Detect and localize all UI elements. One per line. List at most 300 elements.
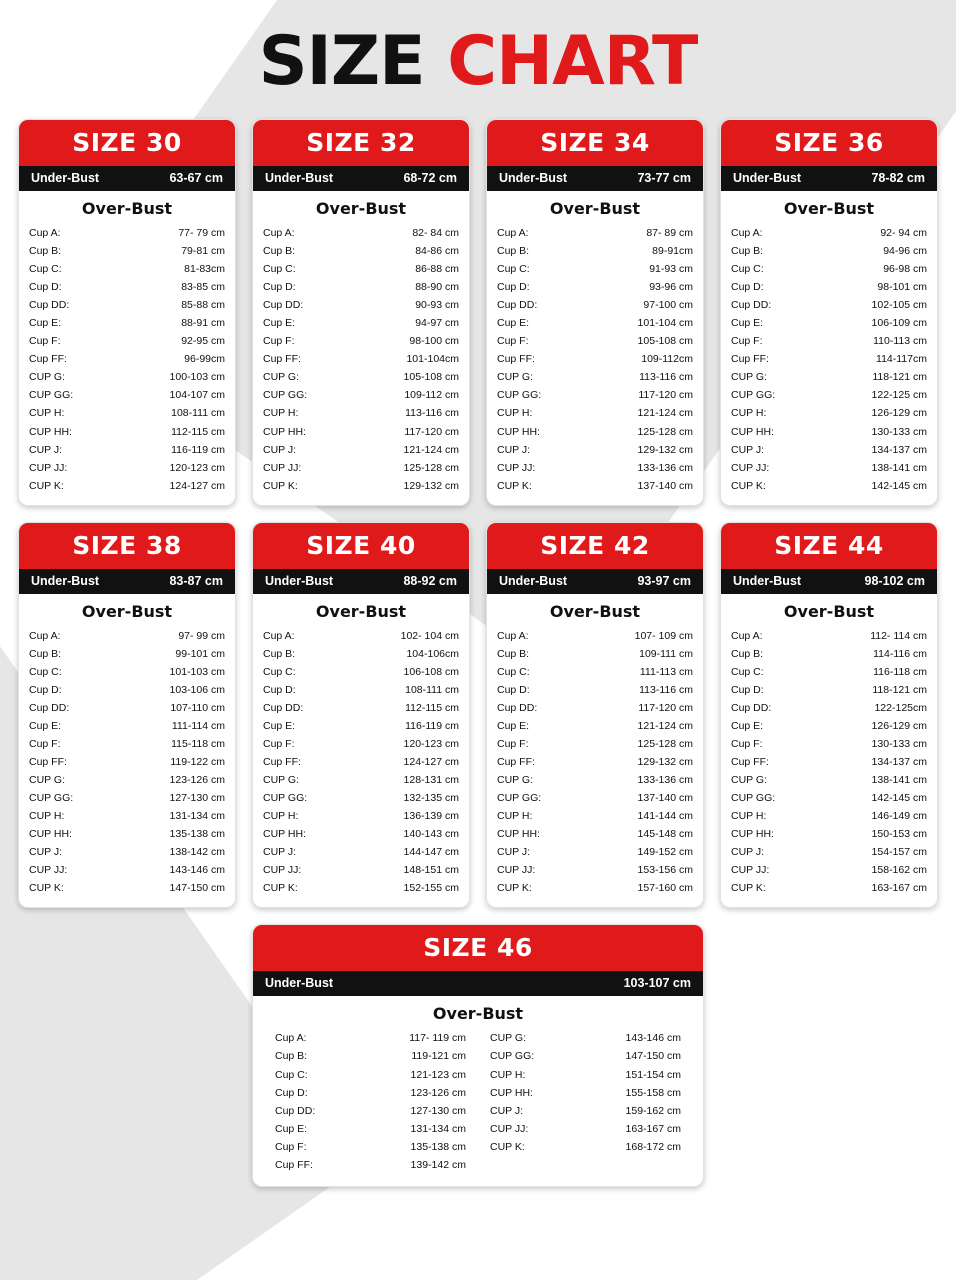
cup-size-row xyxy=(263,807,459,825)
cup-measurement: 93-96 cm xyxy=(649,281,693,294)
cup-label: Cup DD: xyxy=(497,299,538,312)
cup-measurement: 121-124 cm xyxy=(637,719,693,732)
cup-label: Cup A: xyxy=(497,227,529,239)
cup-size-row xyxy=(29,368,225,386)
under-bust-value: 98-102 cm xyxy=(864,573,925,588)
cup-measurement: 104-106cm xyxy=(406,647,459,660)
size-card xyxy=(18,119,236,506)
cup-size-row xyxy=(497,663,693,681)
cup-label: Cup D: xyxy=(497,683,530,696)
cup-size-row xyxy=(29,753,225,771)
cup-size-row xyxy=(731,681,927,699)
cup-size-row xyxy=(275,1120,466,1138)
over-bust-columns xyxy=(253,1029,703,1185)
cup-label: CUP K: xyxy=(497,479,532,492)
cup-measurement: 154-157 cm xyxy=(871,846,927,859)
cup-measurement: 102-105 cm xyxy=(871,299,927,312)
cup-measurement: 143-146 cm xyxy=(625,1032,681,1045)
cup-label: CUP G: xyxy=(490,1032,526,1045)
cup-size-row xyxy=(497,753,693,771)
cup-measurement: 92-95 cm xyxy=(181,335,225,348)
cup-label: Cup C: xyxy=(275,1068,308,1081)
cup-size-list xyxy=(721,627,937,908)
cup-measurement: 141-144 cm xyxy=(637,810,693,823)
cup-label: Cup E: xyxy=(731,719,764,732)
cup-size-row xyxy=(497,789,693,807)
cup-label: CUP J: xyxy=(497,443,531,456)
cup-size-row xyxy=(263,404,459,422)
cup-label: Cup B: xyxy=(29,647,62,660)
cup-measurement: 77- 79 cm xyxy=(178,227,225,239)
cup-size-list xyxy=(19,224,235,505)
cup-measurement: 81-83cm xyxy=(184,263,225,276)
cup-measurement: 107- 109 cm xyxy=(634,629,693,642)
cup-label: Cup E: xyxy=(275,1122,308,1135)
cup-size-row xyxy=(497,332,693,350)
cup-size-row xyxy=(263,645,459,663)
cup-label: CUP G: xyxy=(263,774,299,787)
cup-size-row xyxy=(497,441,693,459)
cup-size-row xyxy=(731,699,927,717)
cup-label: Cup FF: xyxy=(497,756,535,769)
cup-label: Cup F: xyxy=(497,335,529,348)
cup-size-row xyxy=(490,1047,681,1065)
cup-size-row xyxy=(731,242,927,260)
cup-measurement: 122-125 cm xyxy=(871,389,927,402)
cup-label: Cup C: xyxy=(497,665,530,678)
cup-label: CUP HH: xyxy=(29,828,72,841)
cup-size-row xyxy=(263,459,459,477)
size-card-title: SIZE 38 xyxy=(19,523,235,569)
cup-measurement: 112-115 cm xyxy=(171,425,225,438)
cup-label: Cup A: xyxy=(731,629,763,642)
cup-label: Cup E: xyxy=(731,317,764,330)
cup-measurement: 148-151 cm xyxy=(403,864,459,877)
cup-size-row xyxy=(29,717,225,735)
cup-label: CUP JJ: xyxy=(731,461,770,474)
cup-label: Cup F: xyxy=(263,737,295,750)
cup-label: Cup FF: xyxy=(497,353,535,366)
cup-label: CUP G: xyxy=(731,371,767,384)
under-bust-value: 103-107 cm xyxy=(623,976,691,991)
cup-measurement: 119-121 cm xyxy=(411,1050,466,1063)
cup-label: Cup D: xyxy=(263,281,296,294)
size-card-title: SIZE 44 xyxy=(721,523,937,569)
cup-measurement: 143-146 cm xyxy=(169,864,225,877)
cup-label: Cup D: xyxy=(731,281,764,294)
cup-size-row xyxy=(731,825,927,843)
cup-measurement: 120-123 cm xyxy=(403,737,459,750)
cup-label: Cup D: xyxy=(731,683,764,696)
cup-measurement: 125-128 cm xyxy=(637,425,693,438)
cup-measurement: 142-145 cm xyxy=(871,479,927,492)
cup-size-row xyxy=(497,423,693,441)
cup-label: Cup C: xyxy=(731,263,764,276)
cup-measurement: 109-112cm xyxy=(641,353,693,366)
cup-label: Cup D: xyxy=(263,683,296,696)
cup-label: Cup D: xyxy=(497,281,530,294)
cup-label: CUP K: xyxy=(731,479,766,492)
cup-measurement: 131-134 cm xyxy=(169,810,225,823)
cup-label: Cup A: xyxy=(29,629,61,642)
under-bust-bar xyxy=(253,569,469,594)
under-bust-label: Under-Bust xyxy=(499,573,568,588)
cup-size-row xyxy=(731,645,927,663)
cup-size-row xyxy=(29,423,225,441)
cup-label: Cup B: xyxy=(497,647,530,660)
cup-label: Cup C: xyxy=(263,263,296,276)
cup-measurement: 84-86 cm xyxy=(415,245,459,258)
cup-size-row xyxy=(263,879,459,897)
cup-size-row xyxy=(497,861,693,879)
cup-measurement: 117-120 cm xyxy=(404,425,459,438)
cup-label: Cup A: xyxy=(275,1032,307,1045)
cup-size-row xyxy=(29,843,225,861)
cup-label: CUP J: xyxy=(29,846,63,859)
cup-label: Cup FF: xyxy=(731,756,769,769)
cup-size-row xyxy=(29,807,225,825)
cup-label: CUP JJ: xyxy=(497,461,536,474)
cup-measurement: 87- 89 cm xyxy=(646,227,693,239)
size-card-title: SIZE 36 xyxy=(721,120,937,166)
cup-size-row xyxy=(29,663,225,681)
cup-measurement: 88-91 cm xyxy=(181,317,225,330)
page-title-part1: SIZE xyxy=(258,22,448,101)
cup-measurement: 153-156 cm xyxy=(637,864,693,877)
cup-size-row xyxy=(275,1156,466,1174)
cup-label: Cup E: xyxy=(497,719,530,732)
cup-measurement: 82- 84 cm xyxy=(412,227,459,239)
cup-size-row xyxy=(497,260,693,278)
cup-size-list xyxy=(19,627,235,908)
cup-size-row xyxy=(263,663,459,681)
cup-measurement: 129-132 cm xyxy=(403,479,459,492)
cup-label: Cup E: xyxy=(263,719,296,732)
cup-measurement: 123-126 cm xyxy=(169,774,225,787)
cup-size-row xyxy=(731,332,927,350)
cup-measurement: 107-110 cm xyxy=(170,701,225,714)
cup-measurement: 138-142 cm xyxy=(169,846,225,859)
cup-measurement: 89-91cm xyxy=(652,245,693,258)
under-bust-label: Under-Bust xyxy=(265,171,334,185)
cup-size-row xyxy=(29,825,225,843)
cup-measurement: 97-100 cm xyxy=(643,299,693,312)
cup-measurement: 146-149 cm xyxy=(871,810,927,823)
cup-measurement: 97- 99 cm xyxy=(178,629,225,642)
cup-label: Cup DD: xyxy=(263,299,304,312)
cup-size-row xyxy=(731,296,927,314)
cup-size-row xyxy=(263,296,459,314)
cup-size-row xyxy=(490,1102,681,1120)
cup-label: Cup D: xyxy=(29,683,62,696)
cup-size-row xyxy=(29,260,225,278)
cup-size-row xyxy=(29,386,225,404)
cup-measurement: 142-145 cm xyxy=(871,792,927,805)
cup-measurement: 101-103 cm xyxy=(169,665,225,678)
cup-label: Cup E: xyxy=(29,317,62,330)
under-bust-bar xyxy=(253,971,703,996)
cup-label: CUP H: xyxy=(497,407,533,420)
cup-label: CUP HH: xyxy=(497,828,540,841)
cup-measurement: 120-123 cm xyxy=(169,461,225,474)
cup-label: Cup DD: xyxy=(263,701,304,714)
cup-label: CUP K: xyxy=(29,479,64,492)
cup-size-row xyxy=(497,368,693,386)
cup-measurement: 127-130 cm xyxy=(410,1104,466,1117)
cup-label: Cup FF: xyxy=(29,756,67,769)
cup-measurement: 98-101 cm xyxy=(877,281,927,294)
cup-size-row xyxy=(497,717,693,735)
cup-measurement: 99-101 cm xyxy=(175,647,225,660)
under-bust-bar xyxy=(19,569,235,594)
size-card xyxy=(486,522,704,909)
cup-measurement: 129-132 cm xyxy=(637,443,693,456)
cup-measurement: 108-111 cm xyxy=(405,683,459,696)
cup-measurement: 113-116 cm xyxy=(639,683,693,696)
cup-label: CUP HH: xyxy=(29,425,72,438)
cup-label: CUP HH: xyxy=(263,828,306,841)
cup-measurement: 119-122 cm xyxy=(170,756,225,769)
cup-label: CUP G: xyxy=(263,371,299,384)
cup-measurement: 126-129 cm xyxy=(871,407,927,420)
cup-size-row xyxy=(497,350,693,368)
cup-label: CUP J: xyxy=(263,846,297,859)
cup-measurement: 131-134 cm xyxy=(410,1122,466,1135)
cup-label: Cup C: xyxy=(29,263,62,276)
cup-label: CUP J: xyxy=(490,1104,524,1117)
cup-measurement: 114-117cm xyxy=(876,353,927,366)
cup-measurement: 128-131 cm xyxy=(403,774,459,787)
cup-label: CUP GG: xyxy=(731,389,776,402)
cup-measurement: 147-150 cm xyxy=(625,1050,681,1063)
under-bust-bar xyxy=(721,166,937,191)
cup-measurement: 133-136 cm xyxy=(637,461,693,474)
size-card xyxy=(720,522,938,909)
cup-measurement: 103-106 cm xyxy=(169,683,225,696)
cup-measurement: 158-162 cm xyxy=(871,864,927,877)
cup-size-row xyxy=(497,843,693,861)
cup-size-row xyxy=(497,314,693,332)
cup-measurement: 130-133 cm xyxy=(871,425,927,438)
cup-measurement: 113-116 cm xyxy=(639,371,693,384)
cup-size-row xyxy=(263,825,459,843)
under-bust-label: Under-Bust xyxy=(31,171,100,185)
cup-measurement: 134-137 cm xyxy=(871,756,927,769)
cup-label: CUP J: xyxy=(497,846,531,859)
cup-size-row xyxy=(497,386,693,404)
cup-size-row xyxy=(263,332,459,350)
cup-label: Cup E: xyxy=(263,317,296,330)
cup-size-row xyxy=(263,314,459,332)
cup-size-row xyxy=(263,717,459,735)
cup-size-row xyxy=(490,1120,681,1138)
cup-measurement: 105-108 cm xyxy=(403,371,459,384)
cup-measurement: 129-132 cm xyxy=(637,756,693,769)
cup-label: Cup A: xyxy=(263,629,295,642)
cup-size-row xyxy=(731,368,927,386)
cup-size-list xyxy=(253,627,469,908)
cup-label: Cup A: xyxy=(497,629,529,642)
cup-size-row xyxy=(263,843,459,861)
cup-size-row xyxy=(275,1084,466,1102)
cup-measurement: 117-120 cm xyxy=(638,389,693,402)
cup-size-row xyxy=(497,404,693,422)
over-bust-label: Over-Bust xyxy=(315,199,407,218)
cup-size-row xyxy=(29,477,225,495)
cup-label: CUP JJ: xyxy=(29,461,68,474)
cup-size-row xyxy=(497,627,693,645)
cup-measurement: 151-154 cm xyxy=(625,1068,681,1081)
cup-size-list xyxy=(487,627,703,908)
cup-measurement: 123-126 cm xyxy=(410,1086,466,1099)
cup-measurement: 117- 119 cm xyxy=(409,1032,466,1045)
cup-size-row xyxy=(29,224,225,242)
cup-size-row xyxy=(731,843,927,861)
cup-measurement: 155-158 cm xyxy=(625,1086,681,1099)
cup-measurement: 94-96 cm xyxy=(883,245,927,258)
cup-measurement: 135-138 cm xyxy=(410,1140,466,1153)
cup-label: CUP K: xyxy=(497,882,532,895)
cup-measurement: 137-140 cm xyxy=(637,792,693,805)
cup-measurement: 125-128 cm xyxy=(637,737,693,750)
cup-measurement: 102- 104 cm xyxy=(400,629,459,642)
over-bust-label: Over-Bust xyxy=(81,199,173,218)
cup-label: Cup F: xyxy=(731,737,763,750)
cup-label: CUP J: xyxy=(731,443,765,456)
cup-measurement: 115-118 cm xyxy=(171,737,225,750)
cup-label: Cup DD: xyxy=(29,701,70,714)
cup-measurement: 157-160 cm xyxy=(637,882,693,895)
cup-size-row xyxy=(497,278,693,296)
cup-size-row xyxy=(497,242,693,260)
cup-label: CUP JJ: xyxy=(263,461,302,474)
cup-label: CUP JJ: xyxy=(29,864,68,877)
cup-measurement: 117-120 cm xyxy=(638,701,693,714)
size-card xyxy=(18,522,236,909)
cup-size-row xyxy=(497,825,693,843)
cup-measurement: 90-93 cm xyxy=(415,299,459,312)
cup-label: CUP G: xyxy=(29,371,65,384)
cup-label: Cup B: xyxy=(731,245,764,258)
cup-label: CUP GG: xyxy=(731,792,776,805)
cup-label: Cup B: xyxy=(263,245,296,258)
cup-measurement: 96-99cm xyxy=(184,353,225,366)
cup-label: CUP K: xyxy=(263,882,298,895)
cup-measurement: 121-124 cm xyxy=(637,407,693,420)
under-bust-bar xyxy=(721,569,937,594)
cup-measurement: 118-121 cm xyxy=(872,371,927,384)
cup-measurement: 163-167 cm xyxy=(625,1122,681,1135)
cup-measurement: 112-115 cm xyxy=(405,701,459,714)
cup-size-row xyxy=(263,242,459,260)
cup-size-row xyxy=(263,681,459,699)
cup-label: Cup C: xyxy=(29,665,62,678)
cup-label: Cup A: xyxy=(263,227,295,239)
under-bust-value: 63-67 cm xyxy=(169,171,223,185)
cup-size-row xyxy=(263,260,459,278)
under-bust-label: Under-Bust xyxy=(733,171,802,185)
cup-size-row xyxy=(497,681,693,699)
cup-label: Cup B: xyxy=(29,245,62,258)
cup-label: Cup F: xyxy=(263,335,295,348)
cup-label: CUP GG: xyxy=(29,389,74,402)
cup-label: CUP GG: xyxy=(490,1050,535,1063)
cup-label: CUP JJ: xyxy=(497,864,536,877)
cup-measurement: 98-100 cm xyxy=(409,335,459,348)
cup-size-row xyxy=(731,717,927,735)
cup-label: CUP GG: xyxy=(497,389,542,402)
cup-label: Cup DD: xyxy=(497,701,538,714)
cup-size-row xyxy=(29,296,225,314)
cup-label: Cup A: xyxy=(731,227,763,239)
cup-measurement: 134-137 cm xyxy=(871,443,927,456)
cup-size-row xyxy=(490,1066,681,1084)
size-card-grid xyxy=(0,101,956,908)
cup-size-row xyxy=(497,879,693,897)
cup-measurement: 100-103 cm xyxy=(169,371,225,384)
over-bust-label: Over-Bust xyxy=(783,199,875,218)
cup-size-row xyxy=(29,350,225,368)
cup-size-row xyxy=(490,1029,681,1047)
cup-size-row xyxy=(497,645,693,663)
cup-label: CUP H: xyxy=(497,810,533,823)
cup-measurement: 106-108 cm xyxy=(403,665,459,678)
cup-label: CUP G: xyxy=(497,371,533,384)
under-bust-label: Under-Bust xyxy=(733,573,802,588)
cup-measurement: 138-141 cm xyxy=(871,774,927,787)
cup-measurement: 113-116 cm xyxy=(405,407,459,420)
cup-label: CUP GG: xyxy=(497,792,542,805)
cup-label: CUP K: xyxy=(731,882,766,895)
cup-size-row xyxy=(731,386,927,404)
cup-measurement: 132-135 cm xyxy=(403,792,459,805)
cup-size-row xyxy=(497,771,693,789)
cup-size-row xyxy=(263,477,459,495)
cup-size-row xyxy=(263,753,459,771)
cup-size-row xyxy=(29,735,225,753)
cup-label: Cup F: xyxy=(29,335,61,348)
cup-measurement: 163-167 cm xyxy=(871,882,927,895)
size-card-title: SIZE 42 xyxy=(487,523,703,569)
cup-size-row xyxy=(263,350,459,368)
cup-size-row xyxy=(29,645,225,663)
cup-size-row xyxy=(275,1138,466,1156)
cup-label: CUP J: xyxy=(263,443,297,456)
cup-label: Cup D: xyxy=(29,281,62,294)
cup-measurement: 147-150 cm xyxy=(169,882,225,895)
cup-label: CUP G: xyxy=(497,774,533,787)
cup-size-row xyxy=(497,735,693,753)
cup-measurement: 116-119 cm xyxy=(171,443,225,456)
cup-size-row xyxy=(490,1138,681,1156)
under-bust-label: Under-Bust xyxy=(499,171,568,185)
cup-measurement: 101-104 cm xyxy=(637,317,693,330)
cup-label: CUP HH: xyxy=(731,828,774,841)
under-bust-value: 83-87 cm xyxy=(169,573,223,588)
cup-label: Cup F: xyxy=(275,1140,307,1153)
size-card xyxy=(252,522,470,909)
cup-size-row xyxy=(731,260,927,278)
cup-size-row xyxy=(263,735,459,753)
cup-size-row xyxy=(497,224,693,242)
cup-label: Cup FF: xyxy=(29,353,67,366)
cup-measurement: 109-111 cm xyxy=(639,647,693,660)
cup-size-row xyxy=(731,477,927,495)
cup-label: CUP H: xyxy=(731,810,767,823)
over-bust-label: Over-Bust xyxy=(81,601,173,621)
cup-label: Cup C: xyxy=(263,665,296,678)
cup-size-row xyxy=(731,423,927,441)
